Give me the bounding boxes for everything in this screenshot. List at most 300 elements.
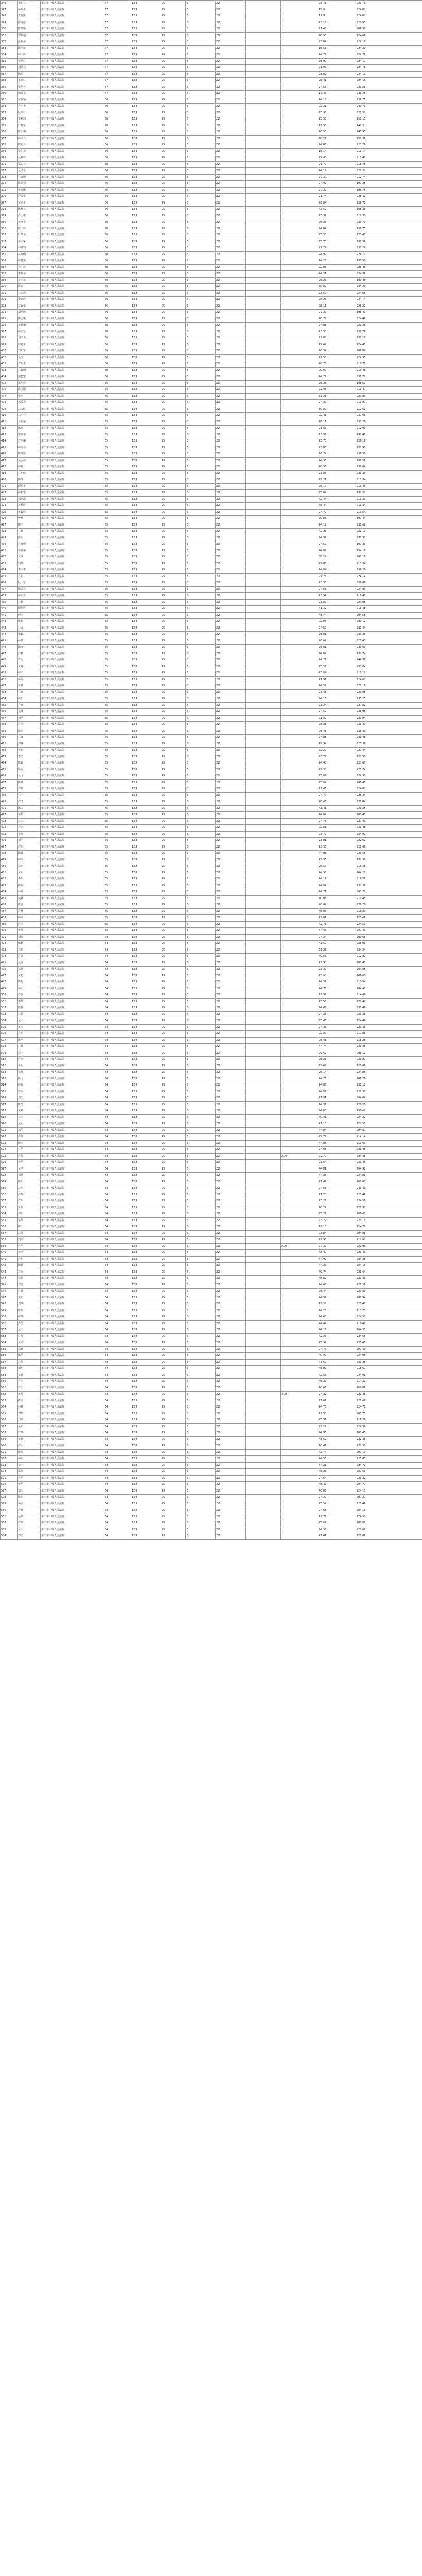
cell-score-a: 65 <box>104 812 131 819</box>
cell-candidate-name: 施艺宏 <box>18 374 41 381</box>
cell-unit-name: 莆田市中级人民法院 <box>41 1404 104 1411</box>
cell-score-c: 25 <box>161 32 186 39</box>
cell-score-c: 25 <box>161 799 186 806</box>
table-row <box>1 174 422 181</box>
cell-row-number: 390 <box>1 284 18 291</box>
cell-unit-name: 莆田市中级人民法院 <box>41 1147 104 1154</box>
cell-score-f <box>246 1011 281 1018</box>
cell-unit-name: 莆田市中级人民法院 <box>41 625 104 632</box>
cell-score-a: 65 <box>104 838 131 844</box>
cell-score-f <box>246 1385 281 1392</box>
cell-score-a: 64 <box>104 1423 131 1430</box>
table-row <box>1 1269 422 1276</box>
cell-score-c: 25 <box>161 612 186 619</box>
cell-score-c: 25 <box>161 541 186 548</box>
cell-unit-name: 莆田市中级人民法院 <box>41 664 104 670</box>
cell-score-g <box>281 1436 318 1443</box>
cell-candidate-name: 黄萍 <box>18 554 41 561</box>
cell-score-total: 228.95 <box>356 709 422 716</box>
cell-unit-name: 莆田市中级人民法院 <box>41 1462 104 1469</box>
cell-row-number: 567 <box>1 1423 18 1430</box>
cell-score-f <box>246 116 281 123</box>
cell-score-f <box>246 645 281 651</box>
cell-row-number: 535 <box>1 1217 18 1224</box>
cell-score-f <box>246 239 281 245</box>
cell-score-c: 25 <box>161 554 186 561</box>
cell-score-e: 22 <box>216 1147 246 1154</box>
cell-score-total: 236.37 <box>356 451 422 458</box>
cell-score-a: 65 <box>104 606 131 613</box>
cell-score-c: 25 <box>161 1140 186 1147</box>
cell-score-a: 64 <box>104 1108 131 1115</box>
cell-candidate-name: 郑勇 <box>18 1282 41 1289</box>
cell-score-d: 5 <box>186 979 216 986</box>
cell-score-total: 227.32 <box>356 110 422 116</box>
table-row <box>1 606 422 613</box>
cell-unit-name: 莆田市中级人民法院 <box>41 380 104 387</box>
cell-row-number: 432 <box>1 554 18 561</box>
cell-score-c: 25 <box>161 1205 186 1211</box>
cell-score-g <box>281 7 318 13</box>
cell-score-f <box>246 1198 281 1205</box>
cell-score-b: 123 <box>131 348 161 355</box>
cell-score-e: 22 <box>216 883 246 889</box>
cell-score-h: 41.41 <box>318 805 356 812</box>
cell-score-a: 65 <box>104 541 131 548</box>
cell-unit-name: 莆田市中级人民法院 <box>41 1076 104 1082</box>
cell-score-d: 5 <box>186 1320 216 1327</box>
cell-score-b: 123 <box>131 883 161 889</box>
table-row <box>1 593 422 600</box>
cell-score-a: 64 <box>104 1282 131 1289</box>
cell-score-c: 25 <box>161 284 186 291</box>
cell-score-total: 200.68 <box>356 934 422 941</box>
cell-score-a: 65 <box>104 426 131 432</box>
cell-score-total: 214.14 <box>356 1134 422 1141</box>
cell-score-g <box>281 354 318 361</box>
cell-score-f <box>246 689 281 696</box>
cell-score-h: 42.52 <box>318 1301 356 1308</box>
cell-score-a: 66 <box>104 335 131 342</box>
cell-score-total: 232.74 <box>356 651 422 657</box>
cell-score-d: 5 <box>186 606 216 613</box>
cell-score-total: 207.19 <box>356 1449 422 1456</box>
cell-row-number: 471 <box>1 805 18 812</box>
cell-score-d: 5 <box>186 1140 216 1147</box>
cell-score-c: 25 <box>161 457 186 464</box>
cell-unit-name: 莆田市中级人民法院 <box>41 593 104 600</box>
cell-unit-name: 莆田市中级人民法院 <box>41 1456 104 1463</box>
cell-score-f <box>246 1379 281 1385</box>
cell-score-c: 25 <box>161 1070 186 1076</box>
table-row <box>1 735 422 741</box>
cell-score-total: 224.82 <box>356 7 422 13</box>
cell-candidate-name: 刘雨飞 <box>18 335 41 342</box>
cell-score-d: 5 <box>186 851 216 857</box>
cell-score-d: 5 <box>186 612 216 619</box>
cell-score-d: 5 <box>186 1398 216 1404</box>
cell-score-total: 224.30 <box>356 1514 422 1520</box>
cell-score-c: 25 <box>161 1385 186 1392</box>
cell-score-h: 26.61 <box>318 645 356 651</box>
cell-score-g <box>281 1501 318 1507</box>
cell-score-f <box>246 702 281 709</box>
cell-score-b: 123 <box>131 1224 161 1231</box>
table-row <box>1 1070 422 1076</box>
cell-score-b: 123 <box>131 39 161 46</box>
cell-score-d: 5 <box>186 535 216 541</box>
cell-score-h: 29.07 <box>318 367 356 374</box>
cell-score-a: 65 <box>104 638 131 645</box>
cell-score-f <box>246 709 281 716</box>
cell-row-number: 485 <box>1 895 18 902</box>
cell-unit-name: 莆田市中级人民法院 <box>41 97 104 104</box>
table-row <box>1 992 422 999</box>
cell-score-e: 22 <box>216 374 246 381</box>
cell-score-f <box>246 1230 281 1237</box>
cell-score-h: 27.30 <box>318 174 356 181</box>
cell-candidate-name: 卢丽 <box>18 921 41 928</box>
cell-score-f <box>246 393 281 400</box>
cell-score-a: 66 <box>104 264 131 271</box>
cell-unit-name: 莆田市中级人民法院 <box>41 310 104 316</box>
cell-candidate-name: 郑伟 <box>18 786 41 793</box>
cell-score-h: 24.56 <box>318 1456 356 1463</box>
cell-score-h: 24.85 <box>318 142 356 149</box>
cell-score-f <box>246 754 281 760</box>
cell-score-total: 224.24 <box>356 947 422 954</box>
cell-row-number: 392 <box>1 297 18 303</box>
cell-score-h: 25.41 <box>318 1037 356 1044</box>
cell-score-total: 213.34 <box>356 477 422 484</box>
cell-score-b: 123 <box>131 432 161 438</box>
cell-score-d: 5 <box>186 1205 216 1211</box>
cell-score-c: 25 <box>161 329 186 335</box>
cell-score-total: 207.81 <box>356 1520 422 1527</box>
cell-candidate-name: 王元仁 <box>18 78 41 84</box>
cell-candidate-name: 卢小飞 <box>18 104 41 110</box>
cell-score-h: 24.84 <box>318 226 356 232</box>
cell-unit-name: 莆田市中级人民法院 <box>41 1192 104 1198</box>
cell-score-h: 24.88 <box>318 735 356 741</box>
cell-row-number: 580 <box>1 1507 18 1514</box>
cell-score-total: 210.42 <box>356 1320 422 1327</box>
cell-score-a: 65 <box>104 735 131 741</box>
cell-score-g <box>281 748 318 754</box>
cell-score-e: 22 <box>216 245 246 252</box>
cell-unit-name: 莆田市中级人民法院 <box>41 13 104 20</box>
cell-score-c: 25 <box>161 567 186 574</box>
cell-score-e: 22 <box>216 1037 246 1044</box>
cell-score-f <box>246 245 281 252</box>
cell-unit-name: 莆田市中级人民法院 <box>41 1449 104 1456</box>
cell-candidate-name: 陈丽 <box>18 1140 41 1147</box>
cell-score-total: 221.66 <box>356 844 422 851</box>
cell-score-c: 25 <box>161 104 186 110</box>
cell-score-h: 24.39 <box>318 535 356 541</box>
cell-score-h: 25.28 <box>318 1057 356 1063</box>
cell-score-d: 5 <box>186 664 216 670</box>
cell-score-a: 64 <box>104 1160 131 1166</box>
table-row <box>1 1495 422 1501</box>
cell-score-g <box>281 1359 318 1366</box>
cell-score-f <box>246 619 281 625</box>
cell-row-number: 542 <box>1 1263 18 1269</box>
cell-score-h: 29.85 <box>318 516 356 522</box>
table-row <box>1 1379 422 1385</box>
cell-score-d: 5 <box>186 316 216 323</box>
table-row <box>1 438 422 445</box>
cell-score-f <box>246 1353 281 1360</box>
cell-unit-name: 莆田市中级人民法院 <box>41 1443 104 1450</box>
table-row <box>1 1160 422 1166</box>
cell-score-d: 5 <box>186 1031 216 1038</box>
cell-score-e: 22 <box>216 155 246 162</box>
cell-score-e: 22 <box>216 1114 246 1121</box>
cell-score-b: 123 <box>131 335 161 342</box>
cell-candidate-name: 林宏坚 <box>18 329 41 335</box>
cell-score-b: 123 <box>131 599 161 606</box>
cell-score-a: 65 <box>104 728 131 735</box>
cell-score-a: 66 <box>104 354 131 361</box>
cell-score-f <box>246 303 281 310</box>
cell-score-total: 207.40 <box>356 1346 422 1353</box>
cell-score-b: 123 <box>131 541 161 548</box>
table-row <box>1 954 422 960</box>
table-row <box>1 638 422 645</box>
cell-row-number: 457 <box>1 715 18 722</box>
cell-score-f <box>246 998 281 1005</box>
cell-score-e: 22 <box>216 599 246 606</box>
table-row <box>1 71 422 78</box>
cell-score-d: 5 <box>186 947 216 954</box>
cell-score-a: 65 <box>104 928 131 935</box>
cell-score-d: 5 <box>186 284 216 291</box>
cell-score-a: 64 <box>104 1346 131 1353</box>
cell-candidate-name: 黄杰 <box>18 393 41 400</box>
cell-score-b: 123 <box>131 1173 161 1179</box>
cell-row-number: 369 <box>1 148 18 155</box>
cell-score-total: 224.56 <box>356 1198 422 1205</box>
cell-score-a: 64 <box>104 1173 131 1179</box>
cell-score-b: 123 <box>131 1295 161 1301</box>
cell-score-g <box>281 889 318 896</box>
cell-score-b: 123 <box>131 683 161 690</box>
cell-row-number: 355 <box>1 58 18 65</box>
cell-score-e: 22 <box>216 831 246 838</box>
cell-score-total: 207.45 <box>356 1430 422 1437</box>
cell-score-total: 227.43 <box>356 818 422 825</box>
cell-score-f <box>246 277 281 284</box>
cell-score-a: 65 <box>104 651 131 657</box>
cell-unit-name: 莆田市中级人民法院 <box>41 1340 104 1347</box>
cell-score-f <box>246 1076 281 1082</box>
table-row <box>1 895 422 902</box>
cell-candidate-name: 林家豪 <box>18 303 41 310</box>
cell-score-a: 65 <box>104 805 131 812</box>
cell-score-h: 42.74 <box>318 1449 356 1456</box>
cell-candidate-name: 郑宏元 <box>18 161 41 168</box>
cell-score-f <box>246 148 281 155</box>
table-row <box>1 1295 422 1301</box>
cell-score-e: 22 <box>216 1082 246 1089</box>
cell-score-g <box>281 973 318 979</box>
cell-score-d: 5 <box>186 1 216 7</box>
cell-candidate-name: 林辉 <box>18 529 41 535</box>
cell-score-a: 65 <box>104 432 131 438</box>
cell-score-g <box>281 998 318 1005</box>
cell-row-number: 354 <box>1 52 18 59</box>
cell-score-a: 65 <box>104 702 131 709</box>
cell-unit-name: 莆田市中级人民法院 <box>41 973 104 979</box>
cell-score-b: 123 <box>131 142 161 149</box>
cell-score-d: 5 <box>186 1050 216 1057</box>
cell-score-total: 218.39 <box>356 1417 422 1424</box>
cell-score-g <box>281 367 318 374</box>
cell-score-b: 123 <box>131 91 161 97</box>
table-row <box>1 947 422 954</box>
cell-score-c: 25 <box>161 1392 186 1398</box>
cell-score-b: 123 <box>131 168 161 175</box>
cell-score-total: 221.08 <box>356 1533 422 1540</box>
cell-score-f <box>246 1495 281 1501</box>
cell-score-total: 224.35 <box>356 1256 422 1263</box>
cell-score-h: 23.12 <box>318 20 356 26</box>
cell-score-g <box>281 625 318 632</box>
cell-score-h: 24.77 <box>318 792 356 799</box>
cell-score-e: 22 <box>216 529 246 535</box>
cell-unit-name: 莆田市中级人民法院 <box>41 219 104 226</box>
cell-score-d: 5 <box>186 445 216 451</box>
cell-score-g <box>281 457 318 464</box>
table-row <box>1 1044 422 1050</box>
cell-score-g <box>281 1314 318 1321</box>
cell-score-a: 64 <box>104 1372 131 1379</box>
cell-score-h: 29.49 <box>318 342 356 348</box>
cell-score-d: 5 <box>186 1417 216 1424</box>
cell-score-d: 5 <box>186 400 216 406</box>
cell-candidate-name: 许斌 <box>18 1289 41 1295</box>
cell-score-f <box>246 1392 281 1398</box>
table-row <box>1 123 422 129</box>
cell-score-d: 5 <box>186 116 216 123</box>
table-row <box>1 1320 422 1327</box>
cell-score-h: 42.50 <box>318 1411 356 1417</box>
cell-score-e: 22 <box>216 715 246 722</box>
cell-score-c: 25 <box>161 1011 186 1018</box>
cell-score-c: 25 <box>161 1147 186 1154</box>
cell-score-total: 207.21 <box>356 1411 422 1417</box>
cell-score-g <box>281 760 318 767</box>
cell-row-number: 564 <box>1 1404 18 1411</box>
cell-score-b: 123 <box>131 632 161 638</box>
table-row <box>1 599 422 606</box>
cell-score-d: 5 <box>186 483 216 490</box>
cell-score-b: 123 <box>131 1 161 7</box>
cell-score-a: 64 <box>104 1224 131 1231</box>
table-row <box>1 1250 422 1257</box>
cell-score-total: 224.82 <box>356 13 422 20</box>
cell-unit-name: 莆田市中级人民法院 <box>41 548 104 554</box>
cell-score-total: 249.71 <box>356 104 422 110</box>
cell-score-d: 5 <box>186 702 216 709</box>
cell-row-number: 478 <box>1 851 18 857</box>
cell-candidate-name: 林明 <box>18 1456 41 1463</box>
cell-score-a: 64 <box>104 1359 131 1366</box>
cell-score-f <box>246 1346 281 1353</box>
cell-score-d: 5 <box>186 457 216 464</box>
cell-score-g: 2.00 <box>281 1153 318 1160</box>
cell-score-e: 22 <box>216 219 246 226</box>
cell-score-g <box>281 496 318 503</box>
cell-score-e: 22 <box>216 496 246 503</box>
cell-score-total: 221.32 <box>356 1475 422 1482</box>
cell-unit-name: 莆田市中级人民法院 <box>41 1417 104 1424</box>
table-row <box>1 1031 422 1038</box>
cell-score-e: 22 <box>216 934 246 941</box>
cell-unit-name: 莆田市中级人民法院 <box>41 1018 104 1025</box>
cell-candidate-name: 林建斌 <box>18 258 41 265</box>
cell-candidate-name: 王海彬 <box>18 187 41 194</box>
cell-score-b: 123 <box>131 1462 161 1469</box>
cell-score-d: 5 <box>186 84 216 91</box>
cell-row-number: 516 <box>1 1095 18 1102</box>
cell-unit-name: 莆田市中级人民法院 <box>41 818 104 825</box>
cell-score-c: 25 <box>161 1230 186 1237</box>
cell-score-e: 22 <box>216 1134 246 1141</box>
table-row <box>1 1 422 7</box>
table-row <box>1 7 422 13</box>
cell-unit-name: 莆田市中级人民法院 <box>41 921 104 928</box>
cell-score-a: 66 <box>104 342 131 348</box>
cell-score-total: 221.66 <box>356 1398 422 1404</box>
cell-row-number: 472 <box>1 812 18 819</box>
cell-unit-name: 莆田市中级人民法院 <box>41 580 104 587</box>
cell-score-b: 123 <box>131 735 161 741</box>
cell-score-total: 221.35 <box>356 1044 422 1050</box>
cell-score-f <box>246 1314 281 1321</box>
cell-row-number: 461 <box>1 741 18 748</box>
cell-candidate-name: 郑华 <box>18 1411 41 1417</box>
cell-score-e: 22 <box>216 625 246 632</box>
cell-score-a: 66 <box>104 271 131 278</box>
cell-candidate-name: 郑明 <box>18 1211 41 1218</box>
cell-score-h: 28.04 <box>318 902 356 909</box>
cell-score-f <box>246 625 281 632</box>
cell-score-h: 23.55 <box>318 116 356 123</box>
cell-score-total: 211.42 <box>356 155 422 162</box>
table-row <box>1 1398 422 1404</box>
cell-unit-name: 莆田市中级人民法院 <box>41 651 104 657</box>
cell-score-f <box>246 52 281 59</box>
table-row <box>1 696 422 703</box>
cell-score-g <box>281 1256 318 1263</box>
cell-score-c: 25 <box>161 998 186 1005</box>
cell-score-total: 197.44 <box>356 516 422 522</box>
cell-row-number: 463 <box>1 754 18 760</box>
cell-score-d: 5 <box>186 1475 216 1482</box>
cell-unit-name: 莆田市中级人民法院 <box>41 7 104 13</box>
cell-score-d: 5 <box>186 155 216 162</box>
cell-score-g <box>281 148 318 155</box>
cell-score-a: 65 <box>104 419 131 426</box>
cell-row-number: 577 <box>1 1488 18 1495</box>
cell-score-h: 25.32 <box>318 213 356 219</box>
cell-score-total: 204.84 <box>356 1095 422 1102</box>
cell-row-number: 368 <box>1 142 18 149</box>
cell-score-d: 5 <box>186 838 216 844</box>
cell-score-f <box>246 354 281 361</box>
